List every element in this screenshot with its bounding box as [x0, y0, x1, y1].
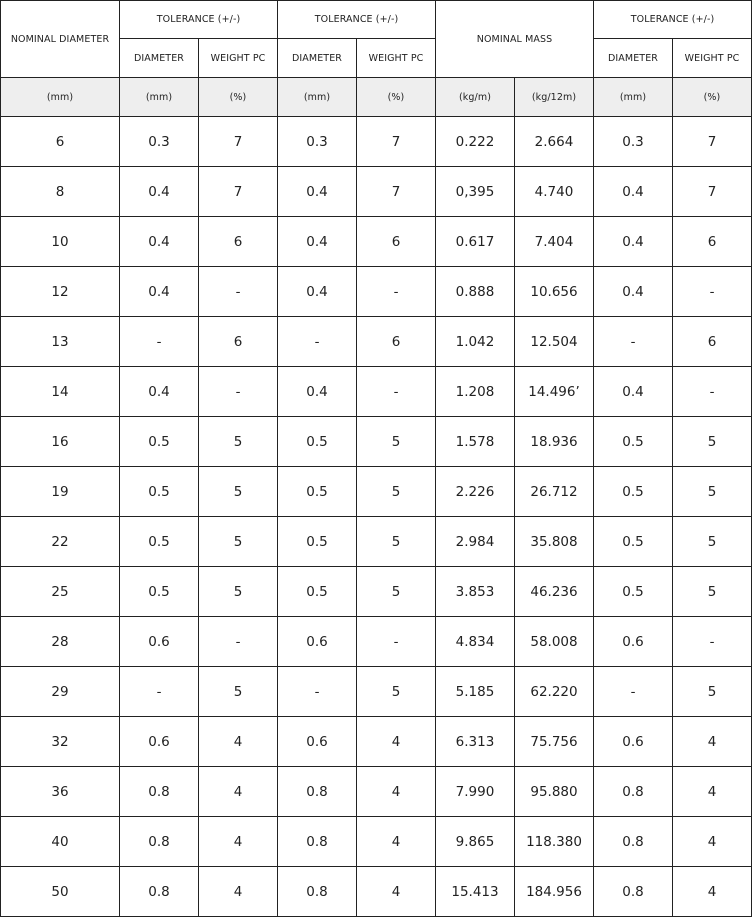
cell-diameter-tol-2: 0.4 [278, 217, 357, 267]
header-row-groups [1, 1, 752, 39]
cell-diameter-tol-1: 0.5 [120, 567, 199, 617]
cell-weight-tol-2: 5 [357, 467, 436, 517]
table-row [1, 217, 752, 267]
cell-diameter-tol-3: 0.6 [594, 717, 673, 767]
cell-mass-kg-12m: 62.220 [515, 667, 594, 717]
cell-mass-kg-m: 1.208 [436, 367, 515, 417]
cell-nominal-diameter: 14 [1, 367, 120, 417]
cell-diameter-tol-3: 0.3 [594, 117, 673, 167]
header-diameter-3: DIAMETER [594, 39, 673, 78]
cell-weight-tol-2: 7 [357, 167, 436, 217]
cell-diameter-tol-2: 0.5 [278, 567, 357, 617]
cell-diameter-tol-3: 0.8 [594, 817, 673, 867]
cell-mass-kg-12m: 58.008 [515, 617, 594, 667]
unit-cell: (%) [673, 78, 752, 117]
cell-diameter-tol-2: - [278, 667, 357, 717]
units-row [1, 78, 752, 117]
cell-mass-kg-12m: 95.880 [515, 767, 594, 817]
cell-weight-tol-3: 4 [673, 767, 752, 817]
cell-diameter-tol-3: - [594, 667, 673, 717]
header-tolerance-group-1: TOLERANCE (+/-) [120, 1, 278, 39]
unit-cell: (mm) [1, 78, 120, 117]
cell-diameter-tol-1: 0.8 [120, 867, 199, 917]
cell-diameter-tol-1: 0.8 [120, 817, 199, 867]
cell-weight-tol-3: 4 [673, 717, 752, 767]
cell-weight-tol-3: - [673, 617, 752, 667]
cell-mass-kg-m: 1.578 [436, 417, 515, 467]
cell-nominal-diameter: 8 [1, 167, 120, 217]
cell-diameter-tol-3: 0.4 [594, 367, 673, 417]
cell-diameter-tol-2: 0.5 [278, 467, 357, 517]
cell-weight-tol-3: - [673, 267, 752, 317]
cell-weight-tol-1: - [199, 617, 278, 667]
cell-diameter-tol-1: - [120, 317, 199, 367]
header-weight-pc-2: WEIGHT PC [357, 39, 436, 78]
cell-weight-tol-3: 6 [673, 217, 752, 267]
cell-weight-tol-1: 6 [199, 317, 278, 367]
cell-weight-tol-3: 5 [673, 517, 752, 567]
unit-cell: (mm) [120, 78, 199, 117]
cell-diameter-tol-3: 0.6 [594, 617, 673, 667]
cell-diameter-tol-3: 0.5 [594, 517, 673, 567]
cell-weight-tol-1: 6 [199, 217, 278, 267]
cell-diameter-tol-1: 0.6 [120, 717, 199, 767]
cell-nominal-diameter: 25 [1, 567, 120, 617]
cell-weight-tol-3: 6 [673, 317, 752, 367]
cell-mass-kg-m: 1.042 [436, 317, 515, 367]
cell-diameter-tol-3: 0.5 [594, 417, 673, 467]
cell-mass-kg-m: 0.222 [436, 117, 515, 167]
cell-mass-kg-m: 6.313 [436, 717, 515, 767]
table-row [1, 317, 752, 367]
cell-mass-kg-m: 7.990 [436, 767, 515, 817]
cell-mass-kg-12m: 118.380 [515, 817, 594, 867]
cell-diameter-tol-1: 0.5 [120, 467, 199, 517]
cell-diameter-tol-1: 0.4 [120, 267, 199, 317]
cell-weight-tol-2: 7 [357, 117, 436, 167]
cell-weight-tol-3: 5 [673, 667, 752, 717]
cell-diameter-tol-1: 0.8 [120, 767, 199, 817]
cell-weight-tol-2: 4 [357, 867, 436, 917]
unit-cell: (mm) [278, 78, 357, 117]
cell-diameter-tol-2: - [278, 317, 357, 367]
cell-weight-tol-3: 5 [673, 467, 752, 517]
cell-weight-tol-1: 5 [199, 467, 278, 517]
cell-weight-tol-2: 4 [357, 717, 436, 767]
cell-weight-tol-3: 5 [673, 567, 752, 617]
cell-mass-kg-12m: 4.740 [515, 167, 594, 217]
cell-mass-kg-m: 0,395 [436, 167, 515, 217]
cell-diameter-tol-2: 0.4 [278, 167, 357, 217]
table-row [1, 267, 752, 317]
cell-nominal-diameter: 22 [1, 517, 120, 567]
unit-cell: (kg/12m) [515, 78, 594, 117]
cell-nominal-diameter: 19 [1, 467, 120, 517]
cell-diameter-tol-2: 0.6 [278, 717, 357, 767]
cell-nominal-diameter: 50 [1, 867, 120, 917]
cell-nominal-diameter: 40 [1, 817, 120, 867]
cell-mass-kg-12m: 75.756 [515, 717, 594, 767]
header-diameter-2: DIAMETER [278, 39, 357, 78]
table-row [1, 167, 752, 217]
table-row [1, 867, 752, 917]
cell-weight-tol-2: - [357, 367, 436, 417]
cell-diameter-tol-2: 0.8 [278, 817, 357, 867]
cell-diameter-tol-1: 0.4 [120, 167, 199, 217]
cell-weight-tol-1: 4 [199, 817, 278, 867]
table-row [1, 767, 752, 817]
table-row [1, 117, 752, 167]
cell-diameter-tol-3: 0.8 [594, 767, 673, 817]
cell-weight-tol-1: 4 [199, 717, 278, 767]
cell-weight-tol-3: 7 [673, 117, 752, 167]
table-body [1, 117, 752, 917]
cell-nominal-diameter: 10 [1, 217, 120, 267]
cell-weight-tol-3: 4 [673, 817, 752, 867]
cell-mass-kg-m: 3.853 [436, 567, 515, 617]
cell-nominal-diameter: 16 [1, 417, 120, 467]
table-row [1, 417, 752, 467]
cell-weight-tol-3: 4 [673, 867, 752, 917]
cell-diameter-tol-3: 0.5 [594, 567, 673, 617]
cell-weight-tol-1: 5 [199, 517, 278, 567]
cell-nominal-diameter: 6 [1, 117, 120, 167]
cell-nominal-diameter: 32 [1, 717, 120, 767]
cell-diameter-tol-2: 0.6 [278, 617, 357, 667]
cell-diameter-tol-1: 0.5 [120, 417, 199, 467]
cell-weight-tol-3: - [673, 367, 752, 417]
cell-nominal-diameter: 36 [1, 767, 120, 817]
cell-weight-tol-2: - [357, 267, 436, 317]
cell-diameter-tol-1: 0.4 [120, 217, 199, 267]
cell-diameter-tol-2: 0.5 [278, 517, 357, 567]
unit-cell: (%) [199, 78, 278, 117]
cell-diameter-tol-2: 0.3 [278, 117, 357, 167]
cell-diameter-tol-1: 0.4 [120, 367, 199, 417]
cell-weight-tol-1: 5 [199, 567, 278, 617]
cell-diameter-tol-2: 0.5 [278, 417, 357, 467]
header-nominal-diameter: NOMINAL DIAMETER [1, 1, 120, 78]
header-tolerance-group-3: TOLERANCE (+/-) [594, 1, 752, 39]
cell-diameter-tol-3: 0.4 [594, 167, 673, 217]
cell-mass-kg-12m: 12.504 [515, 317, 594, 367]
cell-weight-tol-1: 5 [199, 667, 278, 717]
cell-mass-kg-m: 4.834 [436, 617, 515, 667]
unit-cell: (kg/m) [436, 78, 515, 117]
cell-nominal-diameter: 28 [1, 617, 120, 667]
header-weight-pc-1: WEIGHT PC [199, 39, 278, 78]
cell-mass-kg-m: 9.865 [436, 817, 515, 867]
header-nominal-mass: NOMINAL MASS [436, 1, 594, 78]
cell-weight-tol-2: 5 [357, 517, 436, 567]
cell-mass-kg-12m: 35.808 [515, 517, 594, 567]
cell-weight-tol-2: - [357, 617, 436, 667]
table-row [1, 367, 752, 417]
cell-mass-kg-m: 2.226 [436, 467, 515, 517]
cell-weight-tol-1: 7 [199, 167, 278, 217]
cell-mass-kg-m: 0.617 [436, 217, 515, 267]
cell-weight-tol-3: 7 [673, 167, 752, 217]
table-row [1, 817, 752, 867]
cell-diameter-tol-1: 0.6 [120, 617, 199, 667]
cell-mass-kg-m: 2.984 [436, 517, 515, 567]
cell-weight-tol-2: 6 [357, 217, 436, 267]
cell-mass-kg-12m: 46.236 [515, 567, 594, 617]
cell-weight-tol-1: 4 [199, 867, 278, 917]
cell-diameter-tol-3: - [594, 317, 673, 367]
cell-weight-tol-1: 4 [199, 767, 278, 817]
cell-mass-kg-12m: 10.656 [515, 267, 594, 317]
cell-weight-tol-2: 5 [357, 417, 436, 467]
unit-cell: (%) [357, 78, 436, 117]
cell-diameter-tol-3: 0.4 [594, 267, 673, 317]
unit-cell: (mm) [594, 78, 673, 117]
table-row [1, 567, 752, 617]
cell-diameter-tol-2: 0.4 [278, 367, 357, 417]
cell-diameter-tol-3: 0.5 [594, 467, 673, 517]
cell-weight-tol-1: - [199, 267, 278, 317]
cell-diameter-tol-1: 0.5 [120, 517, 199, 567]
cell-weight-tol-2: 6 [357, 317, 436, 367]
cell-mass-kg-12m: 14.496’ [515, 367, 594, 417]
cell-nominal-diameter: 13 [1, 317, 120, 367]
table-header [1, 1, 752, 117]
cell-diameter-tol-2: 0.8 [278, 867, 357, 917]
cell-mass-kg-m: 15.413 [436, 867, 515, 917]
cell-weight-tol-2: 5 [357, 567, 436, 617]
header-weight-pc-3: WEIGHT PC [673, 39, 752, 78]
cell-mass-kg-m: 5.185 [436, 667, 515, 717]
cell-mass-kg-m: 0.888 [436, 267, 515, 317]
cell-nominal-diameter: 29 [1, 667, 120, 717]
cell-weight-tol-2: 5 [357, 667, 436, 717]
header-tolerance-group-2: TOLERANCE (+/-) [278, 1, 436, 39]
table-row [1, 467, 752, 517]
table-row [1, 717, 752, 767]
cell-diameter-tol-2: 0.4 [278, 267, 357, 317]
header-diameter-1: DIAMETER [120, 39, 199, 78]
table-row [1, 617, 752, 667]
table-row [1, 517, 752, 567]
cell-mass-kg-12m: 184.956 [515, 867, 594, 917]
cell-weight-tol-2: 4 [357, 817, 436, 867]
table-row [1, 667, 752, 717]
cell-mass-kg-12m: 7.404 [515, 217, 594, 267]
cell-mass-kg-12m: 18.936 [515, 417, 594, 467]
cell-nominal-diameter: 12 [1, 267, 120, 317]
cell-weight-tol-1: 7 [199, 117, 278, 167]
cell-diameter-tol-1: 0.3 [120, 117, 199, 167]
cell-diameter-tol-3: 0.4 [594, 217, 673, 267]
cell-mass-kg-12m: 2.664 [515, 117, 594, 167]
cell-diameter-tol-3: 0.8 [594, 867, 673, 917]
cell-diameter-tol-2: 0.8 [278, 767, 357, 817]
cell-weight-tol-1: - [199, 367, 278, 417]
cell-weight-tol-2: 4 [357, 767, 436, 817]
cell-weight-tol-3: 5 [673, 417, 752, 467]
cell-mass-kg-12m: 26.712 [515, 467, 594, 517]
cell-weight-tol-1: 5 [199, 417, 278, 467]
cell-diameter-tol-1: - [120, 667, 199, 717]
